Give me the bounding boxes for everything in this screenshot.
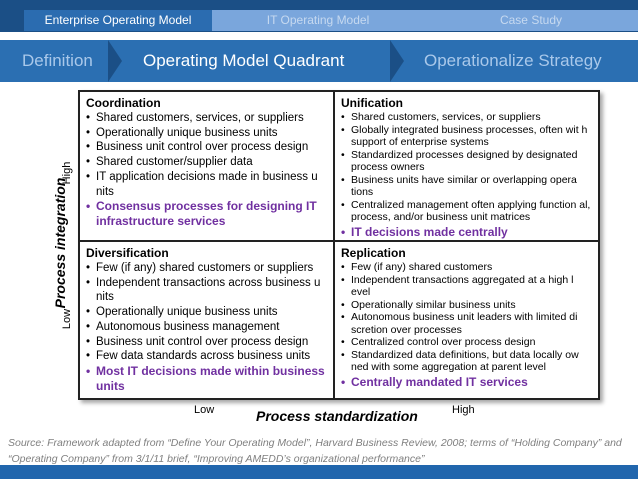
it-decision-item: • Centrally mandated IT services [339, 375, 594, 390]
list-item: • Operationally unique business units [84, 126, 329, 141]
list-item: • Standardized processes designed by designated process owners [339, 149, 594, 174]
list-item: • Centralized management often applying function al, process, and/or business unit matrices [339, 199, 594, 224]
quadrant-coordination [80, 92, 335, 242]
list-item: • Independent transactions aggregated at a high l evel [339, 274, 594, 299]
it-decision-item: • Most IT decisions made within business units [84, 364, 329, 394]
list-item: • Shared customer/supplier data [84, 155, 329, 170]
list-item: • Business units have similar or overlapping opera tions [339, 174, 594, 199]
quadrant-title: Diversification [86, 246, 169, 260]
quadrant-title: Unification [341, 96, 403, 110]
tab-case-study[interactable]: Case Study [424, 10, 638, 31]
list-item: • Operationally similar business units [339, 299, 594, 312]
quadrant-unification [335, 92, 598, 242]
breadcrumb-operating-model-quadrant[interactable]: Operating Model Quadrant [143, 51, 345, 70]
list-item: • Autonomous business unit leaders with limited di scretion over processes [339, 311, 594, 336]
list-item: • Autonomous business management [84, 320, 329, 335]
it-decision-item: • Consensus processes for designing IT infrastructure services [84, 199, 329, 229]
y-axis-low-label: Low [61, 308, 73, 330]
operating-model-quadrant [78, 90, 600, 400]
chevron-right-icon [390, 40, 404, 82]
list-item: • IT application decisions made in business u nits [84, 170, 329, 199]
x-axis-title: Process standardization [256, 408, 418, 424]
y-axis-high-label: High [61, 161, 73, 185]
list-item: • Few (if any) shared customers or suppliers [84, 261, 329, 276]
list-item: • Independent transactions across business u nits [84, 276, 329, 305]
chevron-right-icon [108, 40, 122, 82]
list-item: • Few (if any) shared customers [339, 261, 594, 274]
it-decision-item: • IT decisions made centrally [339, 225, 594, 240]
list-item: • Standardized data definitions, but data locally ow ned with some aggregation at parent level [339, 349, 594, 374]
x-axis-high-label: High [452, 404, 475, 416]
bottom-bar [0, 465, 638, 479]
quadrant-diversification [80, 242, 335, 398]
list-item: • Business unit control over process design [84, 335, 329, 350]
list-item: • Few data standards across business units [84, 349, 329, 364]
quadrant-title: Coordination [86, 96, 161, 110]
quadrant-replication [335, 242, 598, 398]
list-item: • Operationally unique business units [84, 305, 329, 320]
x-axis-low-label: Low [194, 404, 215, 416]
y-axis-title: Process integration [52, 177, 68, 309]
list-item: • Shared customers, services, or suppliers [339, 111, 594, 124]
list-item: • Globally integrated business processes, often wit h support of enterprise systems [339, 124, 594, 149]
list-item: • Business unit control over process design [84, 140, 329, 155]
list-item: • Centralized control over process design [339, 336, 594, 349]
breadcrumb-definition[interactable]: Definition [22, 51, 93, 70]
tab-it-operating-model[interactable]: IT Operating Model [212, 10, 424, 31]
breadcrumb-operationalize-strategy[interactable]: Operationalize Strategy [424, 51, 602, 70]
quadrant-title: Replication [341, 246, 406, 260]
source-note: Source: Framework adapted from “Define Your Operating Model”, Harvard Business Review, 2008; terms of “Holding Company” and “Operating Company” from 3/1/11 brief, “Improving AMEDD’s organizational performance” [8, 437, 622, 465]
tab-enterprise-operating-model[interactable]: Enterprise Operating Model [24, 10, 212, 31]
list-item: • Shared customers, services, or suppliers [84, 111, 329, 126]
